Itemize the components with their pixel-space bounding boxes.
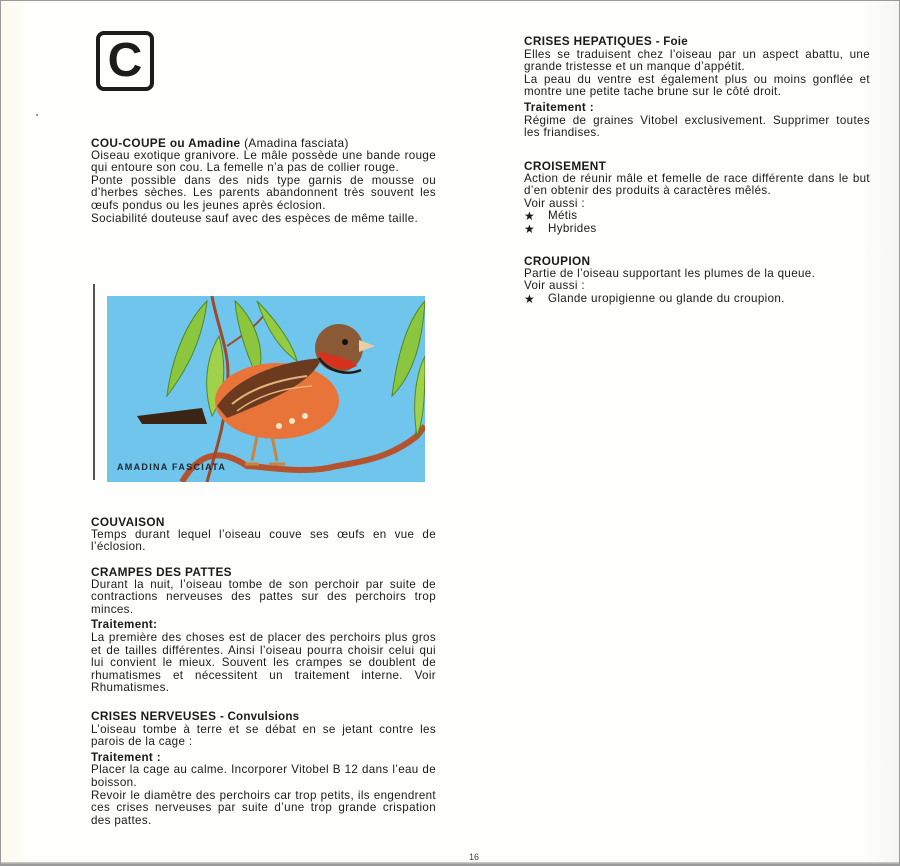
star-bullet-icon: ★ — [524, 221, 536, 236]
see-also-link: Métis — [548, 209, 578, 223]
entry-croisement — [524, 160, 870, 236]
entry-subtitle: - Convulsions — [220, 710, 300, 723]
entry-heading: COU-COUPE ou Amadine — [91, 136, 241, 150]
star-bullet-icon: ★ — [524, 291, 536, 306]
treatment-paragraph: Revoir le diamètre des perchoirs car trop petits, ils engendrent ces crises nerveuses par suite d’une trop grande crispation des pattes. — [91, 788, 436, 827]
entry-paragraph: Oiseau exotique granivore. Le mâle possède une bande rouge qui entoure son cou. La femelle n’a pas de collier rouge. — [91, 148, 436, 175]
entry-heading: COUVAISON — [91, 515, 165, 529]
figure-caption: AMADINA FASCIATA — [117, 462, 227, 472]
treatment-paragraph: Placer la cage au calme. Incorporer Vitobel B 12 dans l’eau de boisson. — [91, 763, 436, 789]
entry-paragraph: L’oiseau tombe à terre et se débat en se jetant contre les parois de la cage : — [91, 722, 436, 749]
page-number: 16 — [469, 852, 480, 862]
treatment-label: Traitement: — [91, 618, 158, 632]
entry-paragraph: Durant la nuit, l’oiseau tombe de son perchoir par suite de contractions nerveuses des pattes sur des perchoirs trop minces. — [91, 577, 436, 616]
treatment-paragraph: La première des choses est de placer des perchoirs plus gros et de tailles différentes. Ainsi l’oiseau pourra choisir celui qui lui convient le mieux. Souvent les crampes se doublent de rhumatismes et nécessitent un traitement interne. Voir Rhumatismes. — [91, 630, 436, 695]
entry-paragraph: Elles se traduisent chez l’oiseau par un aspect abattu, une grande tristesse et un manque d’appétit. — [524, 47, 870, 74]
print-speck — [36, 114, 38, 116]
section-letter: C — [107, 34, 143, 87]
illustration-art — [107, 296, 425, 482]
entry-paragraph: Sociabilité douteuse sauf avec des espèces de même taille. — [91, 211, 419, 225]
treatment-label: Traitement : — [91, 750, 161, 764]
entry-title — [91, 710, 436, 724]
entry-croupion — [524, 255, 870, 305]
entry-crampes-des-pattes — [91, 566, 436, 695]
latin-name: (Amadina fasciata) — [244, 136, 349, 150]
treatment-label: Traitement : — [524, 100, 594, 114]
see-also-label: Voir aussi : — [524, 279, 585, 293]
see-also-label: Voir aussi : — [524, 196, 585, 210]
see-also-link: Glande uropigienne ou glande du croupion. — [548, 291, 785, 305]
flank-spot — [302, 413, 308, 419]
star-bullet-icon: ★ — [524, 209, 536, 224]
see-also-link: Hybrides — [548, 221, 597, 235]
entry-title — [91, 137, 436, 150]
section-letter-badge — [96, 31, 154, 91]
entry-heading: CRISES NERVEUSES — [91, 709, 217, 723]
entry-heading: CROISEMENT — [524, 159, 607, 173]
see-also-item — [524, 223, 870, 236]
entry-paragraph: Ponte possible dans des nids type garnis de mousse ou d’herbes sèches. Les parents abandonnent très souvent les œufs pondus ou les jeunes après éclosion. — [91, 173, 436, 212]
see-also-item — [524, 293, 870, 306]
entry-crises-nerveuses — [91, 710, 436, 827]
entry-subtitle: - Foie — [655, 35, 688, 48]
entry-paragraph: Temps durant lequel l’oiseau couve ses œufs en vue de l’éclosion. — [91, 527, 436, 554]
page-bottom-edge — [1, 862, 899, 865]
entry-heading: CRISES HEPATIQUES — [524, 34, 653, 48]
amadina-fasciata-painting — [107, 296, 425, 482]
entry-heading: CROUPION — [524, 254, 591, 268]
flank-spot — [276, 423, 282, 429]
entry-heading: CRAMPES DES PATTES — [91, 565, 232, 579]
figure-rule — [93, 284, 95, 480]
bird-eye — [342, 339, 348, 345]
entry-title — [524, 35, 870, 49]
entry-cou-coupe — [91, 137, 436, 225]
entry-couvaison — [91, 516, 436, 554]
entry-paragraph: La peau du ventre est également plus ou moins gonflée et montre une petite tache brune sur le côté droit. — [524, 72, 870, 99]
entry-paragraph: Partie de l’oiseau supportant les plumes de la queue. — [524, 266, 816, 280]
treatment-paragraph: Régime de graines Vitobel exclusivement. Supprimer toutes les friandises. — [524, 113, 870, 140]
flank-spot — [289, 418, 295, 424]
entry-paragraph: Action de réunir mâle et femelle de race différente dans le but d’en obtenir des produits à caractères mêlés. — [524, 171, 870, 198]
entry-crises-hepatiques — [524, 35, 870, 140]
bird-illustration — [93, 282, 427, 482]
